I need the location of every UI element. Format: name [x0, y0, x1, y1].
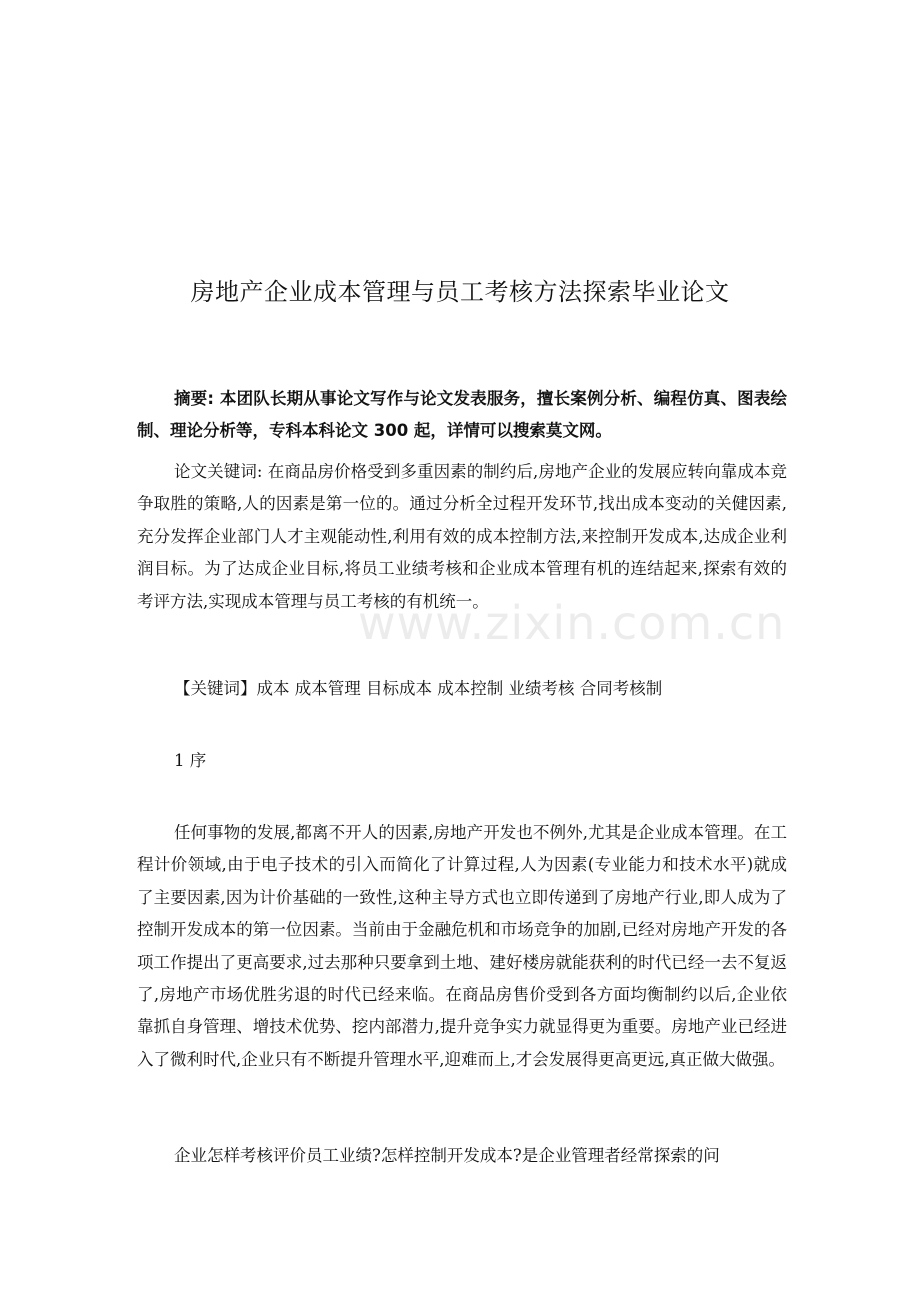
body-paragraph-1: 任何事物的发展,都离不开人的因素,房地产开发也不例外,尤其是企业成本管理。在工程计价领域,由于电子技术的引入而简化了计算过程,人为因素(专业能力和技术水平)就成了主要因素,因为计价基础的一致性,这种主导方式也立即传递到了房地产行业,即人成为了控制开发成本的第一位因素。当前由于金融危机和市场竞争的加剧,已经对房地产开发的各项工作提出了更高要求,过去那种只要拿到土地、建好楼房就能获利的时代已经一去不复返了,房地产市场优胜劣退的时代已经来临。在商品房售价受到各方面均衡制约以后,企业依靠抓自身管理、增技术优势、挖内部潜力,提升竞争实力就显得更为重要。房地产业已经进入了微利时代,企业只有不断提升管理水平,迎难而上,才会发展得更高更远,真正做大做强。: [137, 823, 787, 1069]
section-heading: 1 序: [174, 751, 207, 770]
keywords-paragraph: 论文关键词: 在商品房价格受到多重因素的制约后,房地产企业的发展应转向靠成本竞争取胜的策略,人的因素是第一位的。通过分析全过程开发环节,找出成本变动的关健因素,充分发挥企业部门人才主观能动性,利用有效的成本控制方法,来控制开发成本,达成企业利润目标。为了达成企业目标,将员工业绩考核和企业成本管理有机的连结起来,探索有效的考评方法,实现成本管理与员工考核的有机统一。: [137, 462, 787, 611]
watermark: www.zixin.com.cn: [358, 596, 786, 650]
body-paragraph-2: 企业怎样考核评价员工业绩?怎样控制开发成本?是企业管理者经常探索的问: [174, 1146, 720, 1165]
abstract-paragraph: 摘要: 本团队长期从事论文写作与论文发表服务，擅长案例分析、编程仿真、图表绘制、理论分析等，专科本科论文 300 起，详情可以搜索莫文网。: [137, 389, 787, 440]
document-title: 房地产企业成本管理与员工考核方法探索毕业论文: [190, 278, 730, 306]
keyword-list: 【关键词】成本 成本管理 目标成本 成本控制 业绩考核 合同考核制: [174, 679, 663, 698]
